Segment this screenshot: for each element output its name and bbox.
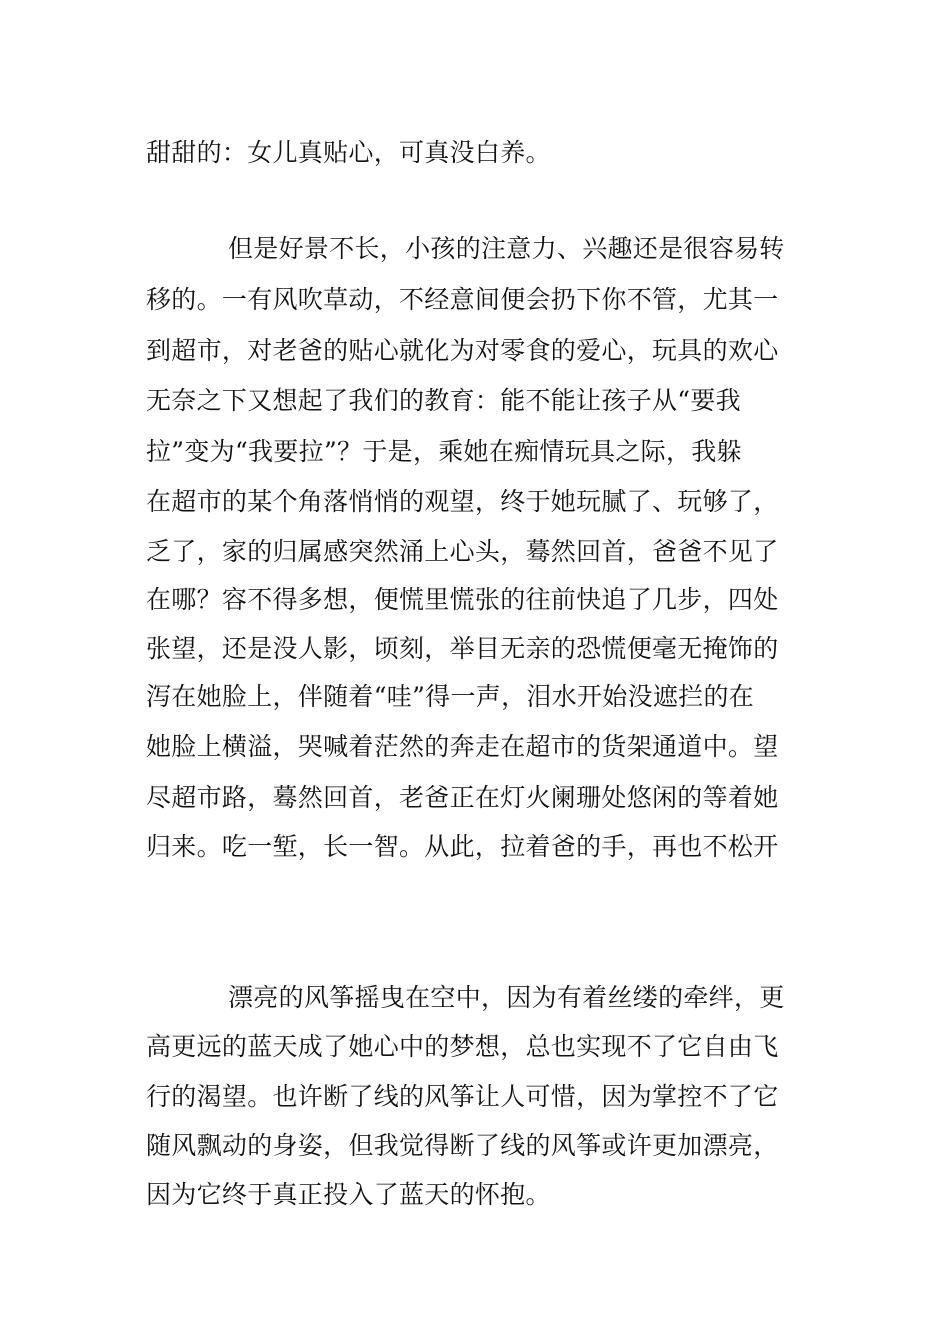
paragraph-2-line-6: 在超市的某个角落悄悄的观望，终于她玩腻了、玩够了， xyxy=(146,487,779,516)
paragraph-3-line-3: 行的渴望。也许断了线的风筝让人可惜，因为掌控不了它 xyxy=(146,1082,779,1111)
paragraph-2-line-11: 她脸上横溢，哭喊着茫然的奔走在超市的货架通道中。望 xyxy=(146,732,779,761)
paragraph-2-line-7: 乏了，家的归属感突然涌上心头，蓦然回首，爸爸不见了 xyxy=(146,537,779,566)
paragraph-2-line-8: 在哪？容不得多想，便慌里慌张的往前快追了几步，四处 xyxy=(146,585,779,614)
paragraph-3-line-4: 随风飘动的身姿，但我觉得断了线的风筝或许更加漂亮， xyxy=(146,1131,779,1160)
paragraph-2-line-12: 尽超市路，蓦然回首，老爸正在灯火阑珊处悠闲的等着她 xyxy=(146,783,779,812)
paragraph-3-line-5: 因为它终于真正投入了蓝天的怀抱。 xyxy=(146,1180,551,1209)
paragraph-2-line-2: 移的。一有风吹草动，不经意间便会扔下你不管，尤其一 xyxy=(146,285,779,314)
paragraph-2-line-4: 无奈之下又想起了我们的教育：能不能让孩子从“要我 xyxy=(146,386,741,415)
paragraph-3-line-2: 高更远的蓝天成了她心中的梦想，总也实现不了它自由飞 xyxy=(146,1032,779,1061)
paragraph-2-line-10: 泻在她脸上，伴随着“哇”得一声，泪水开始没遮拦的在 xyxy=(146,682,755,711)
paragraph-2-line-13: 归来。吃一堑，长一智。从此，拉着爸的手，再也不松开 xyxy=(146,832,779,861)
paragraph-2-line-9: 张望，还是没人影，顷刻，举目无亲的恐慌便毫无掩饰的 xyxy=(146,634,779,663)
paragraph-2-line-5: 拉”变为“我要拉”？于是，乘她在痴情玩具之际，我躲 xyxy=(146,437,742,466)
paragraph-2-line-3: 到超市，对老爸的贴心就化为对零食的爱心，玩具的欢心 xyxy=(146,336,779,365)
paragraph-3-line-1: 漂亮的风筝摇曳在空中，因为有着丝缕的牵绊，更 xyxy=(228,983,785,1012)
paragraph-2-line-1: 但是好景不长，小孩的注意力、兴趣还是很容易转 xyxy=(228,234,785,263)
paragraph-1-line-1: 甜甜的：女儿真贴心，可真没白养。 xyxy=(146,138,551,167)
